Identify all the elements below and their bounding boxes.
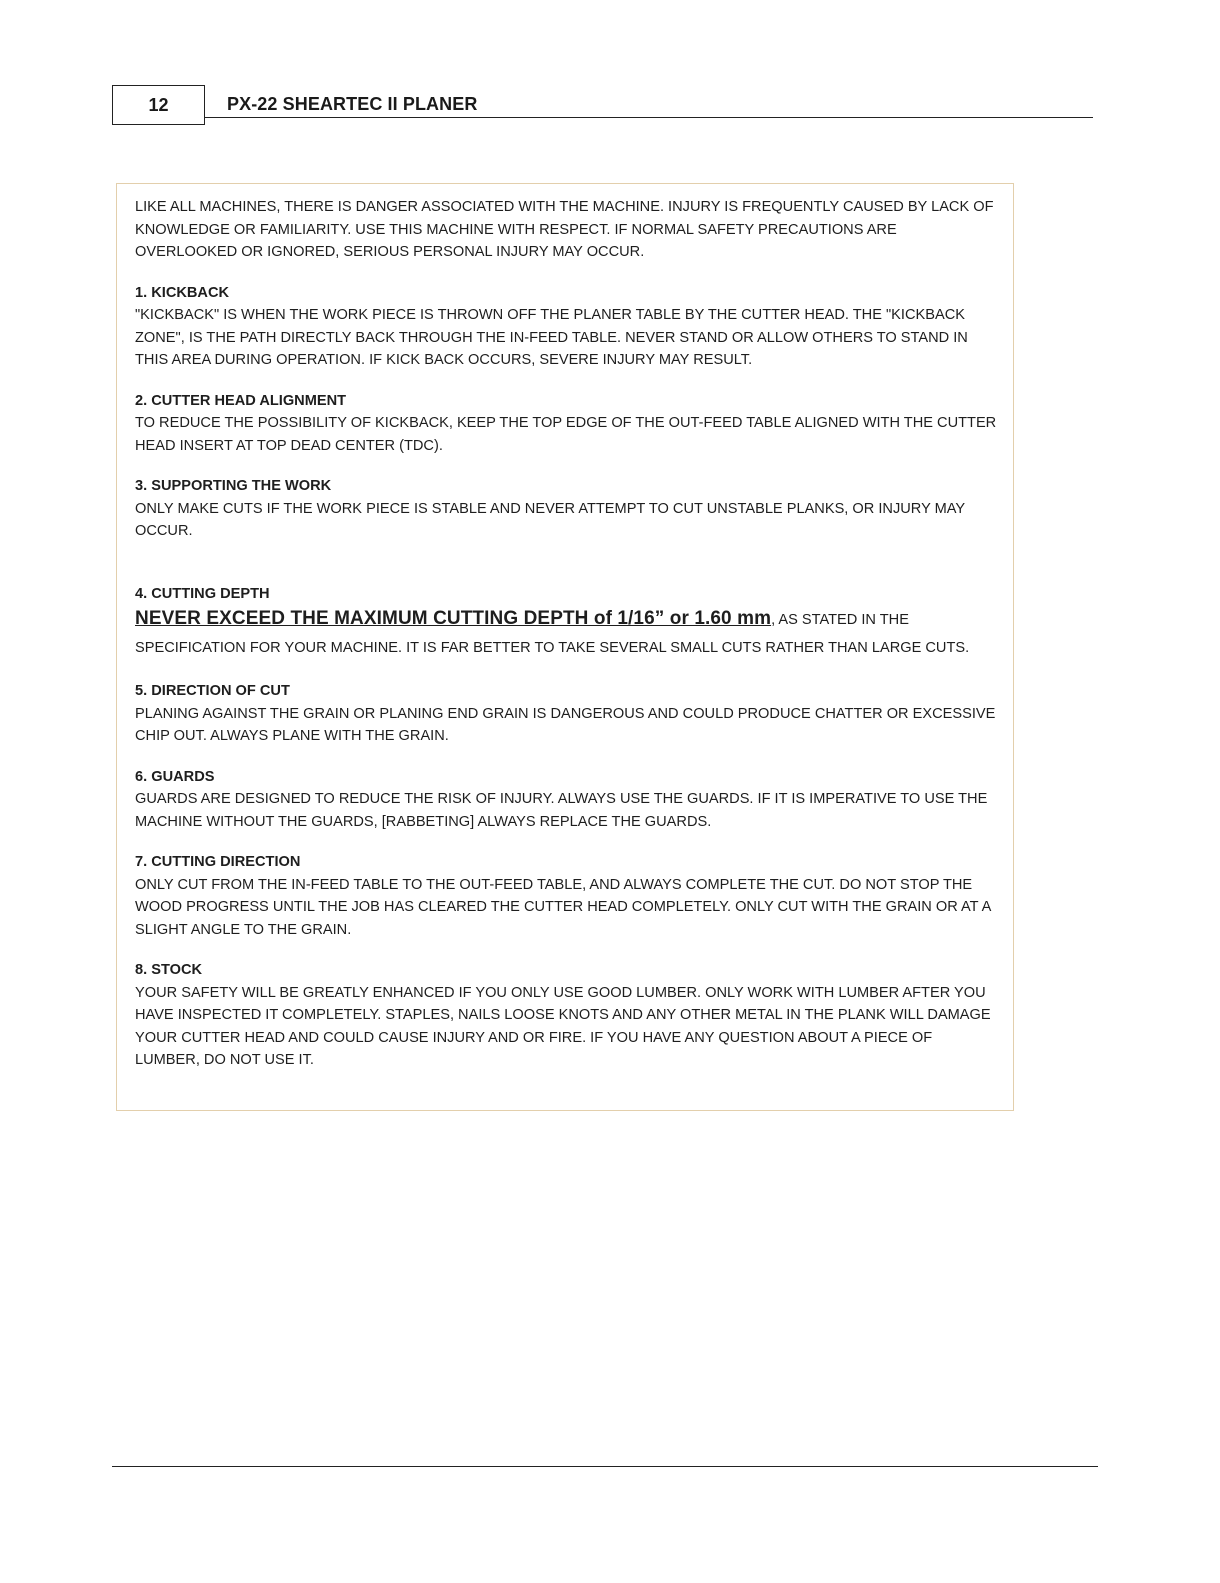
cutting-depth-warning: NEVER EXCEED THE MAXIMUM CUTTING DEPTH of 1/16” or 1.60 mm xyxy=(135,608,772,629)
section-body: GUARDS ARE DESIGNED TO REDUCE THE RISK OF INJURY. ALWAYS USE THE GUARDS. IF IT IS IMPERATIVE TO USE THE MACHINE WITHOUT THE GUARDS, [RABBETING] ALWAYS REPLACE THE GUARDS. xyxy=(135,791,988,830)
section-title: 7. CUTTING DIRECTION xyxy=(135,854,301,870)
section-title: 5. DIRECTION OF CUT xyxy=(135,683,290,699)
intro-paragraph: LIKE ALL MACHINES, THERE IS DANGER ASSOCIATED WITH THE MACHINE. INJURY IS FREQUENTLY CAUSED BY LACK OF KNOWLEDGE OR FAMILIARITY. USE THIS MACHINE WITH RESPECT. IF NORMAL SAFETY PRECAUTIONS ARE OVERLOOKED OR IGNORED, SERIOUS PERSONAL INJURY MAY OCCUR. xyxy=(135,199,994,260)
section-title: 6. GUARDS xyxy=(135,768,215,785)
section-body: ONLY MAKE CUTS IF THE WORK PIECE IS STABLE AND NEVER ATTEMPT TO CUT UNSTABLE PLANKS, OR INJURY MAY OCCUR. xyxy=(135,500,965,539)
section-title: 2. CUTTER HEAD ALIGNMENT xyxy=(135,392,347,409)
safety-notice-box xyxy=(116,183,1014,1111)
section-body: "KICKBACK" IS WHEN THE WORK PIECE IS THROWN OFF THE PLANER TABLE BY THE CUTTER HEAD. THE "KICKBACK ZONE", IS THE PATH DIRECTLY BACK THROUGH THE IN-FEED TABLE. NEVER STAND OR ALLOW OTHERS TO STAND IN THIS AREA DURING OPERATION. IF KICK BACK OCCURS, SEVERE INJURY MAY RESULT. xyxy=(135,307,968,368)
section-cutter-head-alignment xyxy=(135,390,997,458)
section-title: 1. KICKBACK xyxy=(135,284,230,301)
section-kickback xyxy=(135,282,997,372)
section-body: YOUR SAFETY WILL BE GREATLY ENHANCED IF YOU ONLY USE GOOD LUMBER. ONLY WORK WITH LUMBER AFTER YOU HAVE INSPECTED IT COMPLETELY. STAPLES, NAILS LOOSE KNOTS AND ANY OTHER METAL IN THE PLANK WILL DAMAGE YOUR CUTTER HEAD AND COULD CAUSE INJURY AND OR FIRE. IF YOU HAVE ANY QUESTION ABOUT A PIECE OF LUMBER, DO NOT USE IT. xyxy=(135,984,991,1068)
page-number-box xyxy=(112,85,205,125)
section-title: 8. STOCK xyxy=(135,962,203,978)
section-cutting-direction xyxy=(135,851,997,941)
section-body: TO REDUCE THE POSSIBILITY OF KICKBACK, KEEP THE TOP EDGE OF THE OUT-FEED TABLE ALIGNED WITH THE CUTTER HEAD INSERT AT TOP DEAD CENTER (TDC). xyxy=(135,415,997,454)
section-cutting-depth xyxy=(135,583,997,663)
section-stock xyxy=(135,959,997,1072)
section-title: 4. CUTTING DEPTH xyxy=(135,585,270,602)
cutting-depth-text: , AS STATED IN THE SPECIFICATION FOR YOUR MACHINE. IT IS FAR BETTER TO TAKE SEVERAL SMALL CUTS RATHER THAN LARGE CUTS. xyxy=(135,612,970,656)
section-direction-of-cut xyxy=(135,680,997,748)
page-number: 12 xyxy=(148,94,169,115)
page-title: PX-22 SHEARTEC II PLANER xyxy=(227,94,478,114)
section-guards xyxy=(135,766,997,834)
header-divider xyxy=(205,117,1093,118)
section-body: ONLY CUT FROM THE IN-FEED TABLE TO THE OUT-FEED TABLE, AND ALWAYS COMPLETE THE CUT. DO NOT STOP THE WOOD PROGRESS UNTIL THE JOB HAS CLEARED THE CUTTER HEAD COMPLETELY. ONLY CUT WITH THE GRAIN OR AT A SLIGHT ANGLE TO THE GRAIN. xyxy=(135,876,991,938)
section-supporting-the-work xyxy=(135,475,997,543)
section-title: 3. SUPPORTING THE WORK xyxy=(135,478,332,494)
section-body xyxy=(135,605,997,662)
footer-divider xyxy=(112,1466,1098,1467)
section-body: PLANING AGAINST THE GRAIN OR PLANING END GRAIN IS DANGEROUS AND COULD PRODUCE CHATTER OR EXCESSIVE CHIP OUT. ALWAYS PLANE WITH THE GRAIN. xyxy=(135,705,996,744)
